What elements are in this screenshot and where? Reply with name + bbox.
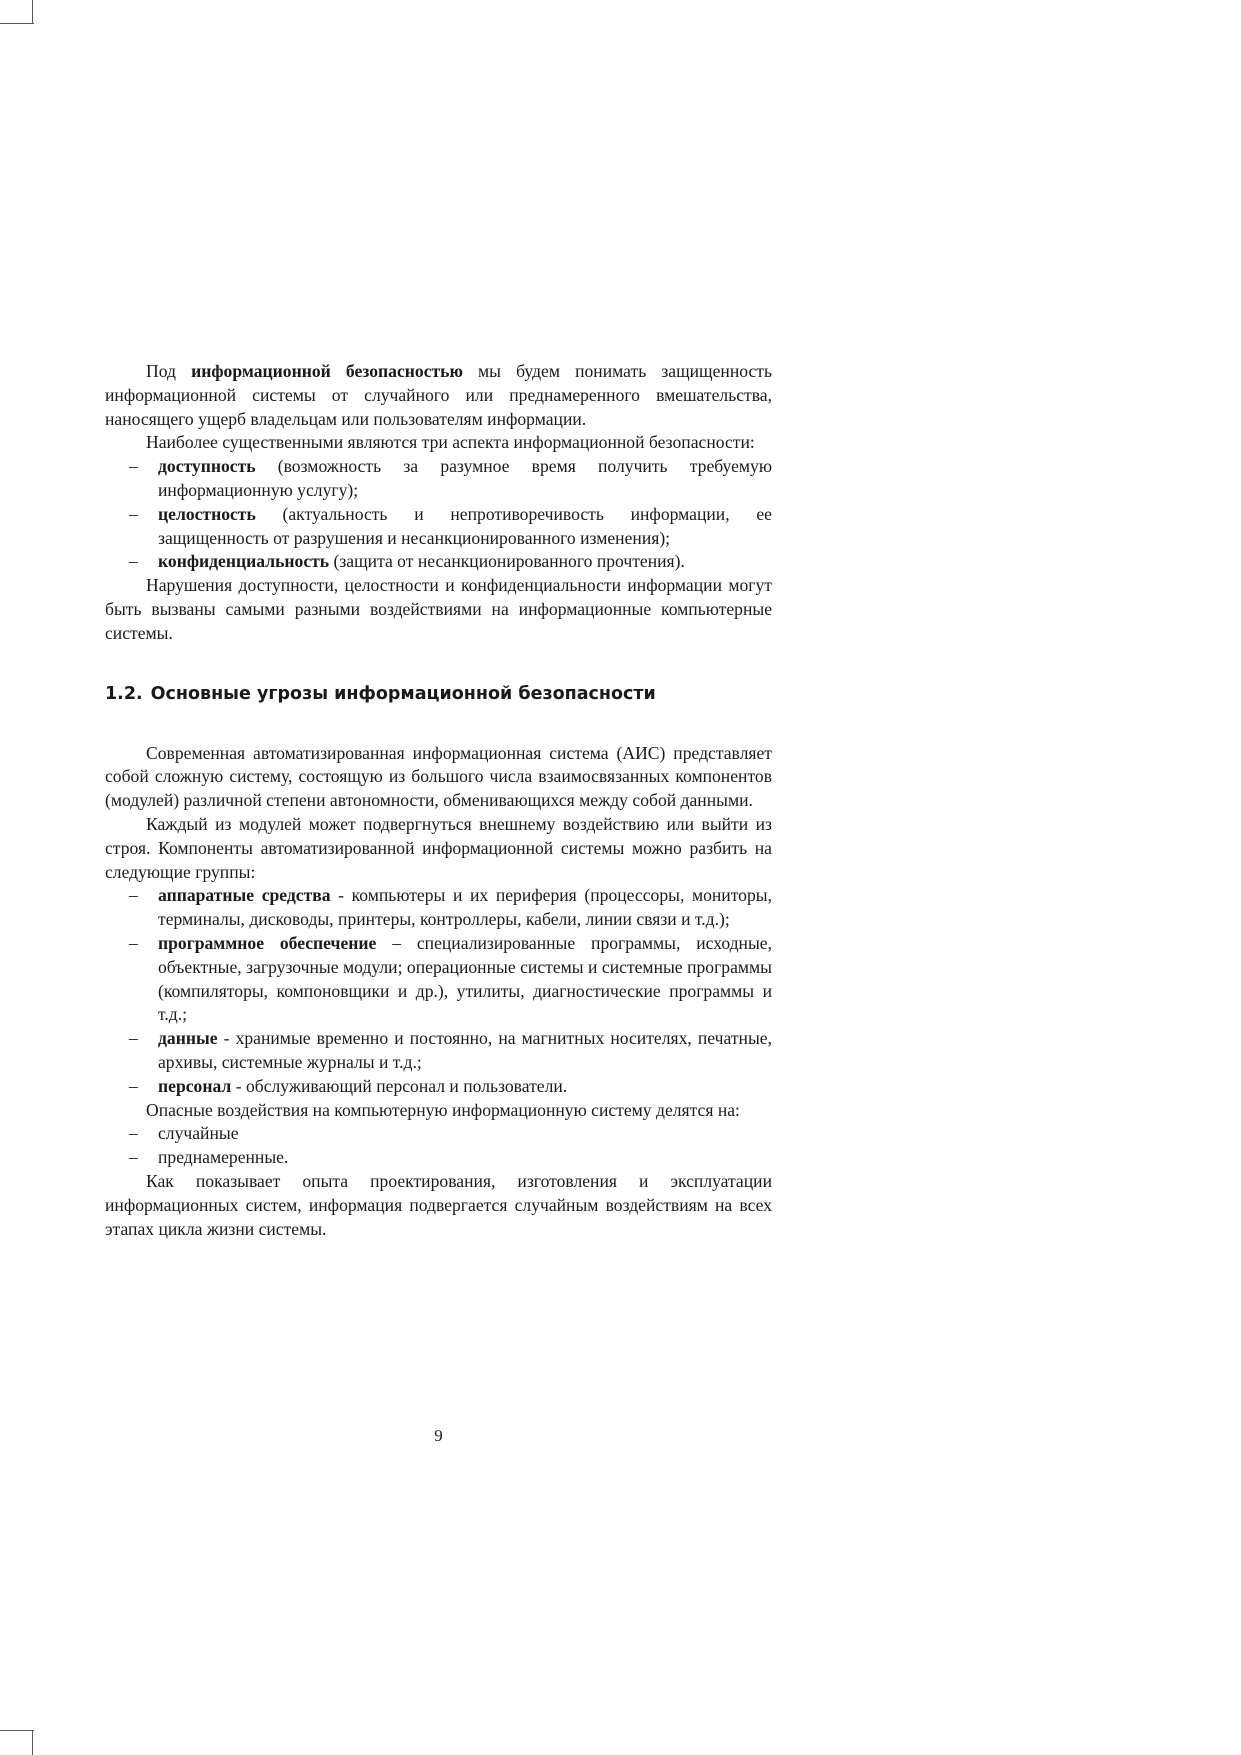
section-paragraph-3: Опасные воздействия на компьютерную информационную систему делятся на: — [146, 1099, 740, 1120]
crop-mark-bottom-vertical — [32, 1730, 33, 1755]
list-item: – конфиденциальность (защита от несанкционированного прочтения). — [105, 550, 772, 574]
list-item: – персонал - обслуживающий персонал и пользователи. — [105, 1075, 772, 1099]
intro-paragraph-2: Наиболее существенными являются три аспекта информационной безопасности: — [146, 432, 755, 453]
document-page — [105, 360, 773, 1445]
section-paragraph-2: Каждый из модулей может подвергнуться внешнему воздействию или выйти из строя. Компоненты автоматизированной информационной системы можно разбить на следующие группы: — [105, 813, 772, 882]
crop-mark-top-vertical — [32, 0, 33, 24]
list-item: – случайные — [105, 1122, 772, 1146]
impact-types-list — [105, 1122, 772, 1170]
section-paragraph-1: Современная автоматизированная информационная система (АИС) представляет собой сложную систему, состоящую из большого числа взаимосвязанных компонентов (модулей) различной степени автономности, обменивающихся между собой данными. — [105, 742, 772, 811]
list-item: – преднамеренные. — [105, 1146, 772, 1170]
intro-paragraph-1: Под информационной безопасностью мы будем понимать защищенность информационной системы от случайного или преднамеренного вмешательства, наносящего ущерб владельцам или пользователям информации. — [105, 361, 772, 429]
list-item: – целостность (актуальность и непротиворечивость информации, ее защищенность от разрушения и несанкционированного изменения); — [105, 503, 772, 551]
aspects-list — [105, 455, 772, 574]
intro-paragraph-3: Нарушения доступности, целостности и конфиденциальности информации могут быть вызваны самыми разными воздействиями на информационные компьютерные системы. — [105, 575, 772, 643]
section-heading — [105, 682, 772, 706]
list-item: – программное обеспечение – специализированные программы, исходные, объектные, загрузочные модули; операционные системы и системные программы (компиляторы, компоновщики и др.), утилиты, диагностические программы и т.д.; — [105, 932, 772, 1027]
page-number: 9 — [434, 1426, 443, 1445]
section-title: Основные угрозы информационной безопасности — [150, 683, 656, 704]
crop-mark-top-horizontal — [0, 23, 34, 24]
term-information-security: информационной безопасностью — [191, 361, 463, 381]
component-groups-list — [105, 884, 772, 1098]
list-item: – доступность (возможность за разумное время получить требуемую информационную услугу); — [105, 455, 772, 503]
list-item: – аппаратные средства - компьютеры и их периферия (процессоры, мониторы, терминалы, дисководы, принтеры, контроллеры, кабели, линии связи и т.д.); — [105, 884, 772, 932]
section-paragraph-4: Как показывает опыта проектирования, изготовления и эксплуатации информационных систем, информация подвергается случайным воздействиям на всех этапах цикла жизни системы. — [105, 1170, 772, 1239]
list-item: – данные - хранимые временно и постоянно, на магнитных носителях, печатные, архивы, системные журналы и т.д.; — [105, 1027, 772, 1075]
crop-mark-bottom-horizontal — [0, 1730, 34, 1731]
section-number: 1.2. — [105, 683, 143, 704]
